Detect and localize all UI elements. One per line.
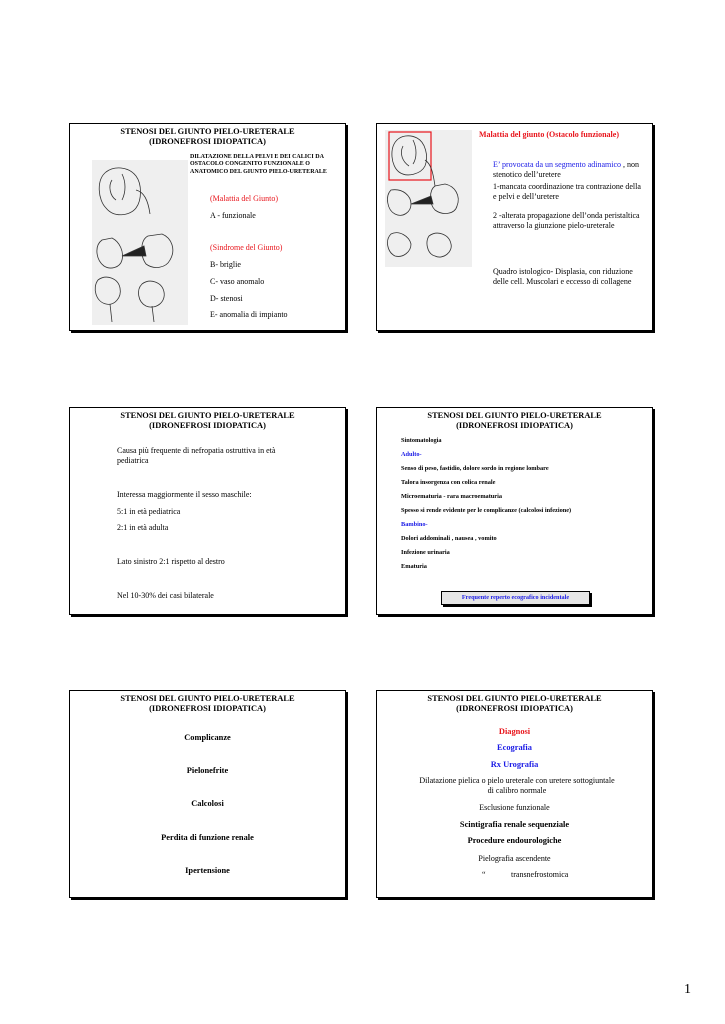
slide-2 bbox=[376, 123, 653, 331]
symptom-line: Senso di peso, fastidio, dolore sordo in regione lombare bbox=[401, 465, 549, 472]
esclusione-text: Esclusione funzionale bbox=[479, 803, 550, 812]
complication-item: Pielonefrite bbox=[186, 766, 229, 775]
symptom-line: Dolori addominali , nausea , vomito bbox=[401, 535, 497, 542]
ratio-adulta: 2:1 in età adulta bbox=[117, 523, 169, 532]
item-b: B- briglie bbox=[210, 260, 241, 269]
symptom-line: Microematuria - rara macroematuria bbox=[401, 493, 503, 500]
page-number: 1 bbox=[684, 982, 691, 997]
slide-title: STENOSI DEL GIUNTO PIELO-URETERALE (IDRONEFROSI IDIOPATICA) bbox=[120, 694, 295, 713]
ditto-mark: “ bbox=[482, 870, 486, 879]
slide-5 bbox=[69, 690, 346, 898]
slide-4 bbox=[376, 407, 653, 615]
paragraph-istologico: Quadro istologico- Displasia, con riduzione delle cell. Muscolari e eccesso di collagene bbox=[493, 267, 633, 286]
diagnosi-heading: Diagnosi bbox=[498, 727, 531, 736]
paragraph-adinamico: E’ provocata da un segmento adinamico , non stenotico dell’uretere bbox=[493, 160, 640, 179]
complication-item: Ipertensione bbox=[185, 866, 230, 875]
rx-urografia-label: Rx Urografia bbox=[490, 760, 539, 769]
kidney-drawing-icon bbox=[385, 130, 472, 267]
slide-title: STENOSI DEL GIUNTO PIELO-URETERALE (IDRONEFROSI IDIOPATICA) bbox=[120, 411, 295, 430]
malattia-label: (Malattia del Giunto) bbox=[210, 194, 278, 203]
complication-item: Perdita di funzione renale bbox=[161, 833, 254, 842]
slide-title: STENOSI DEL GIUNTO PIELO-URETERALE (IDRONEFROSI IDIOPATICA) bbox=[120, 127, 295, 146]
symptom-line: Spesso si rende evidente per le complicanze (calcolosi infezione) bbox=[401, 507, 572, 514]
pielografia-text: Pielografia ascendente bbox=[478, 854, 551, 863]
paragraph-sesso: Interessa maggiormente il sesso maschile: bbox=[117, 490, 252, 499]
complication-item: Complicanze bbox=[184, 733, 231, 742]
incidental-finding-badge: Frequente reperto ecografico incidentale bbox=[441, 591, 590, 605]
item-d: D- stenosi bbox=[210, 294, 243, 303]
slide-6 bbox=[376, 690, 653, 898]
bambino-label: Bambino- bbox=[401, 521, 428, 528]
kidney-drawing-icon bbox=[92, 160, 188, 325]
item-c: C- vaso anomalo bbox=[210, 277, 265, 286]
symptom-line: Talora insorgenza con colica renale bbox=[401, 479, 496, 486]
scintigrafia-label: Scintigrafia renale sequenziale bbox=[459, 820, 570, 829]
ecografia-label: Ecografia bbox=[497, 743, 532, 752]
slide-title: STENOSI DEL GIUNTO PIELO-URETERALE (IDRONEFROSI IDIOPATICA) bbox=[427, 694, 602, 713]
sintomatologia-label: Sintomatologia bbox=[401, 437, 442, 444]
dilatazione-text: Dilatazione pielica o pielo ureterale con uretere sottogiuntale di calibro normale bbox=[419, 776, 615, 795]
transnefrostomica-text: transnefrostomica bbox=[511, 870, 569, 879]
paragraph-lato: Lato sinistro 2:1 rispetto al destro bbox=[117, 557, 225, 566]
complication-item: Calcolosi bbox=[191, 799, 224, 808]
sindrome-label: (Sindrome del Giunto) bbox=[210, 243, 283, 252]
paragraph-coordinazione: 1-mancata coordinazione tra contrazione della e pelvi e dell’uretere bbox=[493, 182, 641, 201]
kidney-illustration bbox=[92, 160, 188, 325]
kidney-illustration bbox=[385, 130, 472, 267]
slide-title: Malattia del giunto (Ostacolo funzionale) bbox=[479, 130, 619, 139]
slide-heading: DILATAZIONE DELLA PELVI E DEI CALICI DA OSTACOLO CONGENITO FUNZIONALE O ANATOMICO DEL GIUNTO PIELO-URETERALE bbox=[190, 154, 327, 175]
paragraph-bilaterale: Nel 10-30% dei casi bilaterale bbox=[117, 591, 214, 600]
ratio-pediatrica: 5:1 in età pediatrica bbox=[117, 507, 181, 516]
adulto-label: Adulto- bbox=[401, 451, 422, 458]
paragraph-propagazione: 2 -alterata propagazione dell’onda peristaltica attraverso la giunzione pielo-ureterale bbox=[493, 211, 640, 230]
slide-3 bbox=[69, 407, 346, 615]
procedure-label: Procedure endourologiche bbox=[467, 836, 562, 845]
slide-1 bbox=[69, 123, 346, 331]
slide-title: STENOSI DEL GIUNTO PIELO-URETERALE (IDRONEFROSI IDIOPATICA) bbox=[427, 411, 602, 430]
symptom-line: Infezione urinaria bbox=[401, 549, 450, 556]
item-a: A - funzionale bbox=[210, 211, 256, 220]
symptom-line: Ematuria bbox=[401, 563, 427, 570]
item-e: E- anomalia di impianto bbox=[210, 310, 288, 319]
paragraph-causa: Causa più frequente di nefropatia ostruttiva in età pediatrica bbox=[117, 446, 276, 465]
